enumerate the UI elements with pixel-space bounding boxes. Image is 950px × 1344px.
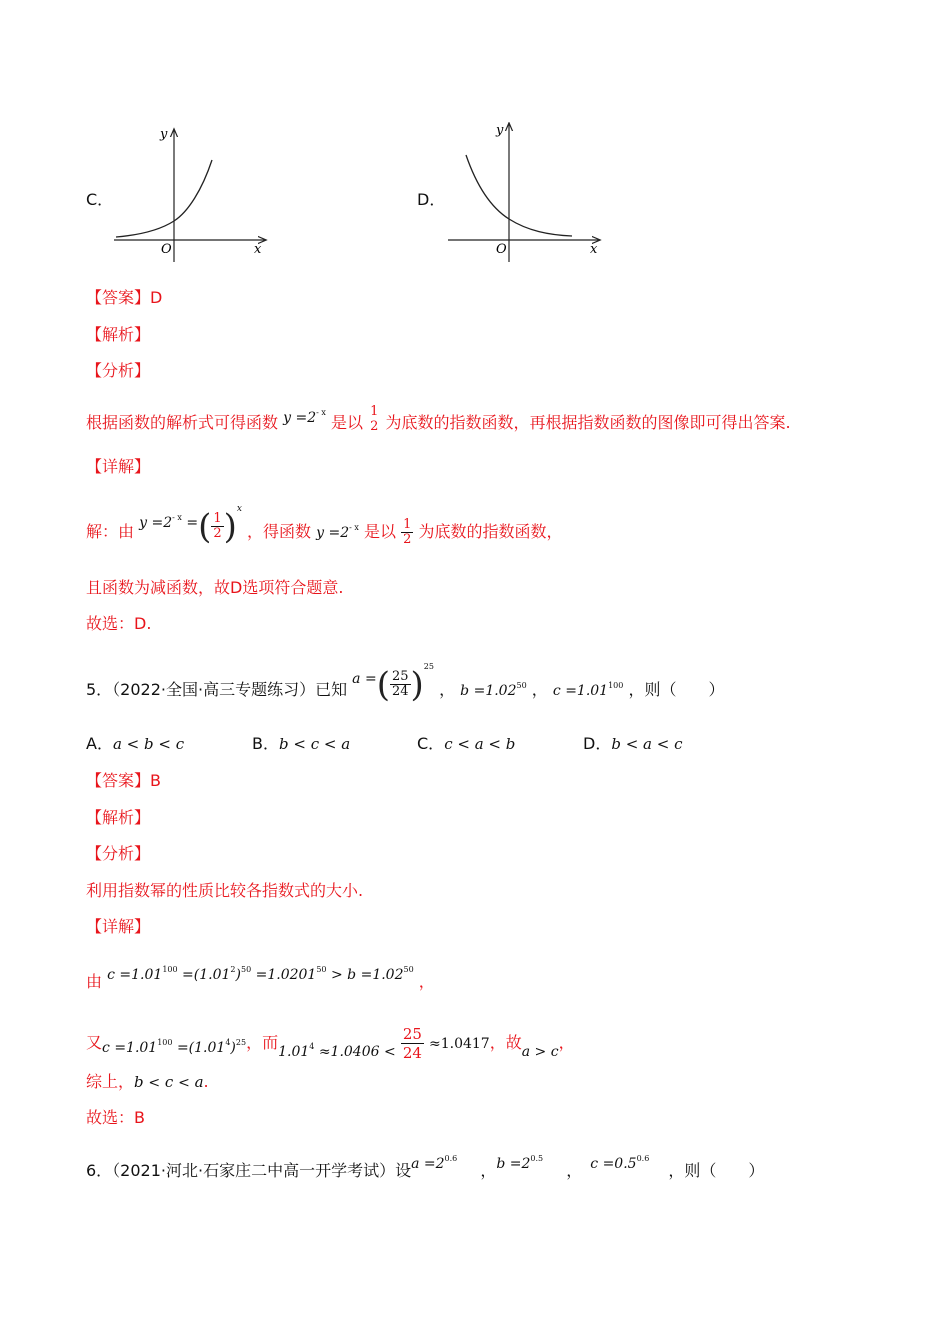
line2-pre: 又 [86, 1033, 103, 1052]
x-axis-label: x [254, 242, 262, 257]
q6-sep1: ， [480, 1161, 497, 1180]
option-label: B． [252, 734, 279, 753]
q5-option-c[interactable] [417, 734, 515, 754]
formula-b-2-05: $b =2^{0.5}$ [496, 1154, 544, 1172]
y-axis-label: y [160, 127, 168, 142]
formula-c-power4: $c =1.01^{100} =(1.01^4)^{25}$ [102, 1038, 247, 1056]
option-label: C． [417, 734, 445, 753]
option-label: D． [583, 734, 612, 753]
origin-label: O [161, 242, 172, 257]
line2-mid2: ，故 [489, 1033, 522, 1052]
detail-text-mid: ，得函数 [247, 522, 312, 541]
q5-detail-line2 [86, 1025, 575, 1062]
q4-fenxi-line [86, 404, 791, 438]
line1-post: ， [418, 972, 435, 991]
q5-option-b[interactable] [252, 734, 350, 754]
q5-option-d[interactable] [583, 734, 682, 754]
line1-pre: 由 [86, 972, 103, 991]
detail-text-mid2: 是以 [364, 522, 397, 541]
q5-stem-sep2: ， [531, 680, 548, 699]
fraction-25-24: $\frac{25}{24}$ [391, 669, 409, 699]
fenxi-text-mid: 是以 [330, 413, 363, 432]
q6-stem [86, 1154, 765, 1182]
q5-answer: 【答案】B [86, 771, 161, 790]
q6-stem-post: ，则（ ） [668, 1161, 765, 1180]
q5-analysis-header: 【解析】 [86, 808, 151, 827]
q4-analysis-header: 【解析】 [86, 325, 151, 344]
fraction-one-half: $\frac{1}{2}$ [213, 511, 222, 541]
curve [116, 160, 212, 237]
q5-fenxi-header: 【分析】 [86, 844, 151, 863]
q5-detail-line1 [86, 960, 435, 991]
formula-c: $c =1.01^{100}$ [552, 681, 624, 699]
formula-y-2-neg-x-inline: $y =2^{- x}$ [316, 523, 359, 541]
formula-a-gt-c: a > c [521, 1044, 559, 1060]
formula-y-2-neg-x: $y =2^{- x}$ [283, 408, 326, 426]
q5-detail-header: 【详解】 [86, 917, 151, 936]
option-expr: b < c < a [278, 735, 351, 753]
q6-sep2: ， [566, 1161, 583, 1180]
graph-d-exponential-decreasing [444, 122, 604, 267]
detail-text-pre: 解：由 [86, 522, 135, 541]
graph-c-exponential-increasing [110, 122, 270, 267]
option-c-label: C． [86, 190, 114, 209]
option-expr: c < a < b [444, 735, 516, 753]
detail-text-post: 为底数的指数函数， [418, 522, 563, 541]
line3-post: . [203, 1072, 209, 1091]
q5-detail-line3 [86, 1072, 209, 1093]
y-axis-label: y [496, 123, 504, 138]
option-expr: b < a < c [611, 735, 683, 753]
formula-y-2-neg-x: $y =2^{- x}$ = [139, 513, 199, 531]
formula-a: a = [352, 671, 377, 687]
line2-post: ， [558, 1033, 575, 1052]
formula-b-lt-c-lt-a: b < c < a [134, 1073, 204, 1091]
option-d-label: D． [417, 190, 446, 209]
q5-stem: 5．（2022·全国·高三专题练习）已知 a =( $\frac{25}{24}$ )$^{25}$ ， $b =1.02^{50}$ ， $c =1.01^{100}$ ，则（ ） [86, 662, 725, 705]
fenxi-text-pre: 根据函数的解析式可得函数 [86, 413, 279, 432]
option-label: A． [86, 734, 113, 753]
q5-stem-sep1: ， [439, 680, 456, 699]
q5-choice: 故选：B [86, 1108, 145, 1127]
formula-c-chain: $c =1.01^{100} =(1.01^2)^{50} =1.0201^{50} > b =1.02^{50}$ [107, 965, 414, 983]
option-expr: a < b < c [112, 735, 185, 753]
formula-c-05-06: $c =0.5^{0.6}$ [590, 1154, 650, 1172]
q4-detail-line2: 且函数为减函数，故D选项符合题意. [86, 578, 344, 597]
approx-value: ≈1.0417 [429, 1036, 490, 1052]
q4-choice: 故选：D. [86, 614, 152, 633]
formula-approx: 1.01$^4$ ≈1.0406 < [278, 1042, 396, 1060]
q4-detail-line: 解：由 $y =2^{- x}$ =( $\frac{1}{2}$ )$^x$ ，得函数 $y =2^{- x}$ 是以 $\frac{1}{2}$ 为底数的指数函数， [86, 504, 563, 547]
q5-fenxi-text: 利用指数幂的性质比较各指数式的大小. [86, 881, 364, 900]
q5-stem-pre: 5．（2022·全国·高三专题练习）已知 [86, 680, 348, 699]
fraction-one-half: $\frac{1}{2}$ [370, 404, 379, 434]
q4-detail-header: 【详解】 [86, 457, 151, 476]
q4-fenxi-header: 【分析】 [86, 361, 151, 380]
x-axis-label: x [590, 242, 598, 257]
curve [466, 155, 572, 236]
formula-b: $b =1.02^{50}$ [460, 681, 527, 699]
q6-stem-pre: 6．（2021·河北·石家庄二中高一开学考试）设 [86, 1161, 412, 1180]
origin-label: O [496, 242, 507, 257]
line3-pre: 综上， [86, 1072, 135, 1091]
fraction-one-half: $\frac{1}{2}$ [403, 517, 412, 547]
q4-answer: 【答案】D [86, 288, 163, 307]
formula-a-2-06: $a =2^{0.6}$ [411, 1154, 458, 1172]
fraction-25-24: $\frac{25}{24}$ [402, 1025, 422, 1062]
q5-option-a[interactable] [86, 734, 184, 754]
q5-stem-post: ，则（ ） [628, 680, 725, 699]
fenxi-text-post: 为底数的指数函数，再根据指数函数的图像即可得出答案. [385, 413, 791, 432]
line2-mid: ，而 [246, 1033, 279, 1052]
